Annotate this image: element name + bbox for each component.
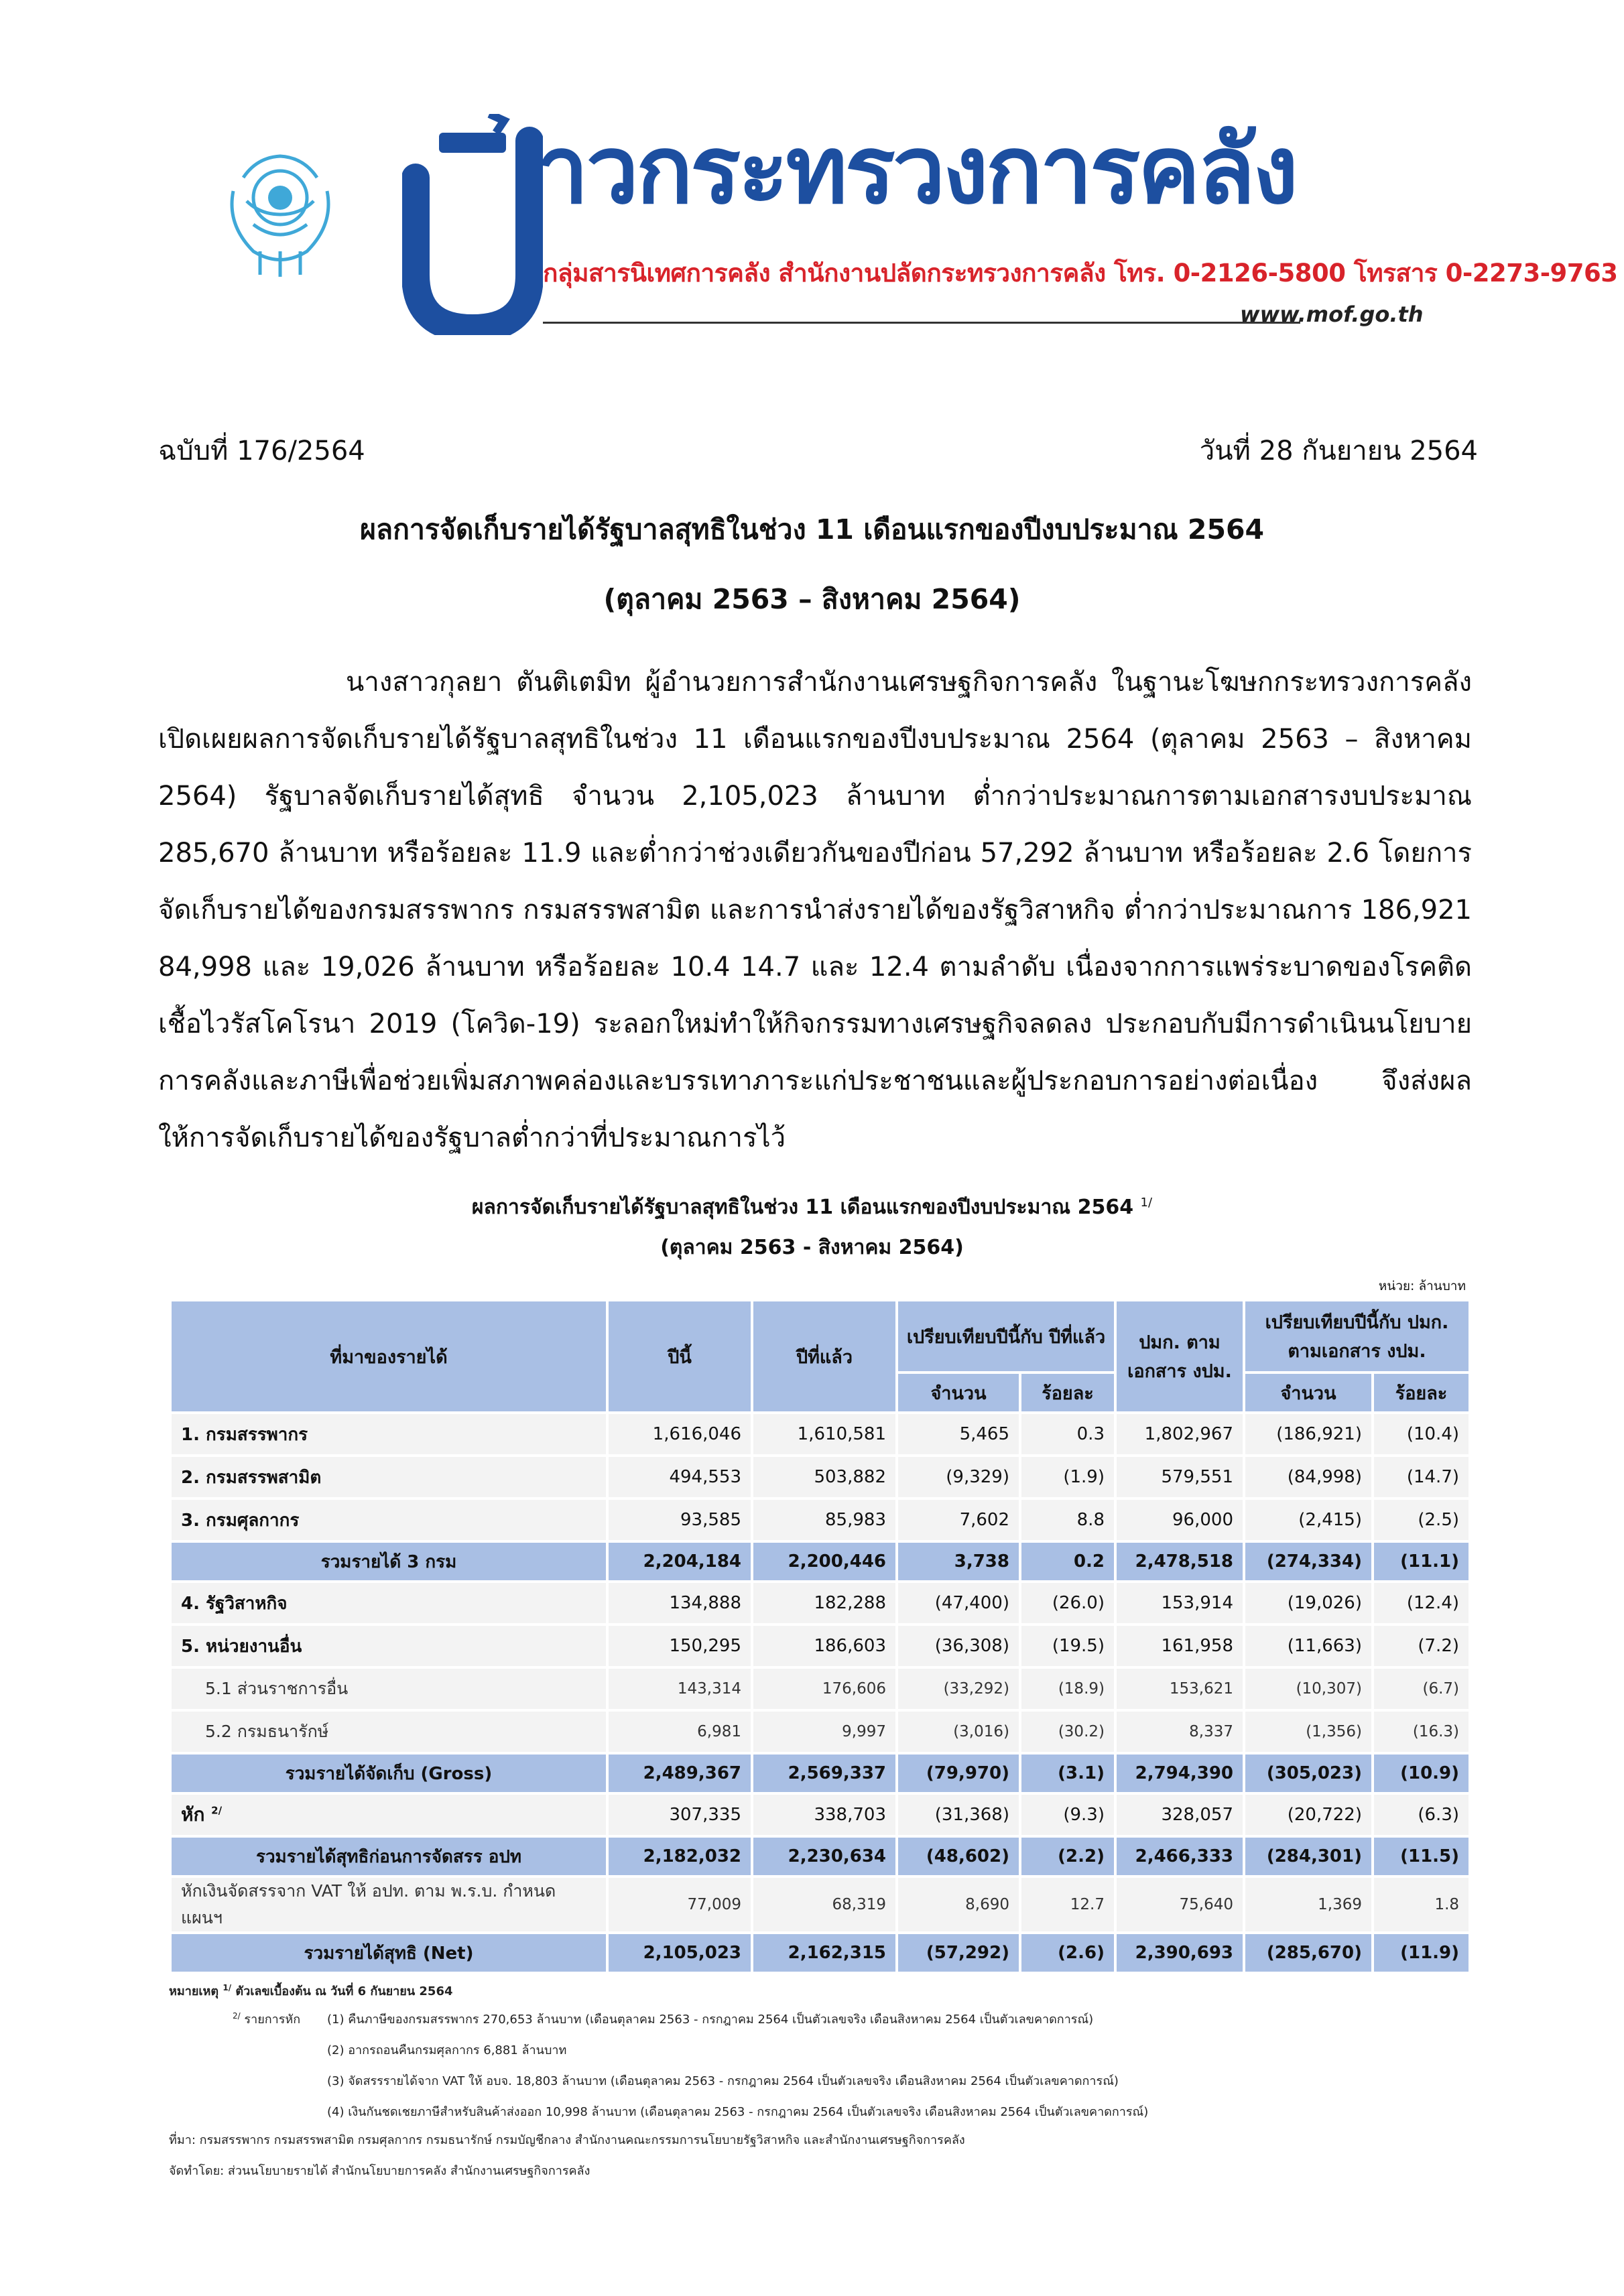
row-label (172, 1583, 606, 1623)
cell-diff-pct: (1.9) (1021, 1457, 1114, 1497)
row-label (172, 1457, 606, 1497)
cell-diff: (47,400) (898, 1583, 1019, 1623)
cell-estimate: 153,914 (1117, 1583, 1243, 1623)
row-label (172, 1414, 606, 1454)
table-unit: หน่วย: ล้านบาท (1378, 1279, 1466, 1293)
header-percent-2: ร้อยละ (1374, 1374, 1469, 1411)
cell-diff-pct: 0.3 (1021, 1414, 1114, 1454)
cell-last-year: 2,230,634 (753, 1838, 895, 1875)
header-percent: ร้อยละ (1021, 1374, 1114, 1411)
deduction-4: (4) เงินกันชดเชยภาษีสำหรับสินค้าส่งออก 10,998 ล้านบาท (เดือนตุลาคม 2563 - กรกฎาคม 2564 เป็นตัวเลขจริง เดือนสิงหาคม 2564 เป็นตัวเลขคาดการณ์) (327, 2105, 1149, 2119)
header-last-year: ปีที่แล้ว (753, 1301, 895, 1411)
issue-number: ฉบับที่ 176/2564 (158, 436, 365, 466)
cell-est-pct: (6.3) (1374, 1795, 1469, 1835)
cell-diff: 8,690 (898, 1878, 1019, 1931)
cell-diff: (33,292) (898, 1669, 1019, 1709)
cell-est-diff: (274,334) (1245, 1543, 1371, 1580)
row-label (172, 1500, 606, 1540)
table-row (172, 1878, 1469, 1931)
cell-estimate: 2,478,518 (1117, 1543, 1243, 1580)
cell-est-diff: (186,921) (1245, 1414, 1371, 1454)
table-row (172, 1795, 1469, 1835)
cell-diff: (3,016) (898, 1712, 1019, 1752)
row-label-text: 5. หน่วยงานอื่น (181, 1636, 302, 1657)
cell-estimate: 2,794,390 (1117, 1755, 1243, 1792)
note-1-text: ตัวเลขเบื้องต้น ณ วันที่ 6 กันยายน 2564 (235, 1984, 453, 1998)
row-label-text: 4. รัฐวิสาหกิจ (181, 1593, 288, 1614)
cell-estimate: 96,000 (1117, 1500, 1243, 1540)
cell-diff: (79,970) (898, 1755, 1019, 1792)
cell-diff-pct: (3.1) (1021, 1755, 1114, 1792)
issue-date: วันที่ 28 กันยายน 2564 (1199, 436, 1478, 466)
row-label-text: หักเงินจัดสรรจาก VAT ให้ อปท. ตาม พ.ร.บ. กำหนดแผนฯ (181, 1881, 556, 1927)
cell-last-year: 186,603 (753, 1626, 895, 1666)
table-row (172, 1626, 1469, 1666)
cell-diff: 7,602 (898, 1500, 1019, 1540)
cell-diff-pct: (26.0) (1021, 1583, 1114, 1623)
cell-estimate: 8,337 (1117, 1712, 1243, 1752)
cell-diff: (57,292) (898, 1934, 1019, 1972)
masthead-title: าวกระทรวงการคลัง (536, 116, 1296, 225)
header-amount-2: จำนวน (1245, 1374, 1371, 1411)
cell-estimate: 161,958 (1117, 1626, 1243, 1666)
cell-est-diff: (305,023) (1245, 1755, 1371, 1792)
revenue-table (169, 1299, 1471, 1974)
row-label (172, 1795, 606, 1835)
note-2-label: รายการหัก (244, 2013, 301, 2027)
table-row (172, 1500, 1469, 1540)
row-label (172, 1755, 606, 1792)
cell-est-diff: (284,301) (1245, 1838, 1371, 1875)
table-title-text: ผลการจัดเก็บรายได้รัฐบาลสุทธิในช่วง 11 เดือนแรกของปีงบประมาณ 2564 (471, 1196, 1134, 1219)
cell-this-year: 143,314 (609, 1669, 751, 1709)
masthead-url[interactable]: www.mof.go.th (1240, 302, 1424, 327)
cell-estimate: 2,466,333 (1117, 1838, 1243, 1875)
cell-diff-pct: (18.9) (1021, 1669, 1114, 1709)
row-label (172, 1934, 606, 1972)
cell-est-diff: (1,356) (1245, 1712, 1371, 1752)
cell-diff-pct: (2.6) (1021, 1934, 1114, 1972)
document-subtitle: (ตุลาคม 2563 – สิงหาคม 2564) (603, 583, 1021, 615)
cell-this-year: 2,105,023 (609, 1934, 751, 1972)
cell-est-pct: (10.4) (1374, 1414, 1469, 1454)
cell-diff-pct: 0.2 (1021, 1543, 1114, 1580)
cell-est-diff: (10,307) (1245, 1669, 1371, 1709)
cell-last-year: 2,200,446 (753, 1543, 895, 1580)
cell-estimate: 2,390,693 (1117, 1934, 1243, 1972)
cell-diff-pct: (19.5) (1021, 1626, 1114, 1666)
cell-this-year: 1,616,046 (609, 1414, 751, 1454)
table-title-footnote-mark: 1/ (1140, 1196, 1153, 1210)
row-label-text: รวมรายได้สุทธิ (Net) (304, 1943, 474, 1964)
cell-est-pct: (11.5) (1374, 1838, 1469, 1875)
table-title (0, 1192, 1624, 1223)
row-label (172, 1838, 606, 1875)
header-compare-last-year: เปรียบเทียบปีนี้กับ ปีที่แล้ว (898, 1301, 1114, 1371)
cell-est-pct: (10.9) (1374, 1755, 1469, 1792)
note-2 (233, 2009, 300, 2029)
cell-diff: 5,465 (898, 1414, 1019, 1454)
cell-diff: (48,602) (898, 1838, 1019, 1875)
cell-this-year: 134,888 (609, 1583, 751, 1623)
row-label-text: 2. กรมสรรพสามิต (181, 1467, 322, 1488)
garuda-seal-icon (220, 151, 340, 278)
cell-est-pct: (6.7) (1374, 1669, 1469, 1709)
source-note: ที่มา: กรมสรรพากร กรมสรรพสามิต กรมศุลกากร กรมธนารักษ์ กรมบัญชีกลาง สำนักงานคณะกรรมการนโยบายรัฐวิสาหกิจ และสำนักงานเศรษฐกิจการคลัง (169, 2133, 965, 2147)
row-label (172, 1878, 606, 1931)
cell-last-year: 9,997 (753, 1712, 895, 1752)
cell-this-year: 2,182,032 (609, 1838, 751, 1875)
row-label-footnote-mark: 2/ (211, 1804, 223, 1817)
header-compare-estimate: เปรียบเทียบปีนี้กับ ปมก. ตามเอกสาร งปม. (1245, 1301, 1469, 1371)
table-row (172, 1712, 1469, 1752)
cell-diff-pct: (30.2) (1021, 1712, 1114, 1752)
cell-last-year: 182,288 (753, 1583, 895, 1623)
note-1-mark: 1/ (223, 1983, 232, 1992)
cell-est-pct: (12.4) (1374, 1583, 1469, 1623)
remark-label: หมายเหตุ (169, 1984, 219, 1998)
brand-mark-icon (402, 114, 543, 335)
table-row (172, 1414, 1469, 1454)
cell-this-year: 2,204,184 (609, 1543, 751, 1580)
cell-estimate: 1,802,967 (1117, 1414, 1243, 1454)
cell-last-year: 338,703 (753, 1795, 895, 1835)
cell-est-pct: (2.5) (1374, 1500, 1469, 1540)
header-estimate: ปมก. ตาม เอกสาร งปม. (1117, 1301, 1243, 1411)
deduction-2: (2) อากรถอนคืนกรมศุลกากร 6,881 ล้านบาท (327, 2043, 567, 2057)
cell-est-diff: (11,663) (1245, 1626, 1371, 1666)
cell-est-diff: 1,369 (1245, 1878, 1371, 1931)
row-label-text: 1. กรมสรรพากร (181, 1424, 308, 1445)
row-label-text: รวมรายได้สุทธิก่อนการจัดสรร อปท (255, 1846, 521, 1867)
cell-est-pct: (16.3) (1374, 1712, 1469, 1752)
cell-this-year: 150,295 (609, 1626, 751, 1666)
cell-last-year: 68,319 (753, 1878, 895, 1931)
header-amount: จำนวน (898, 1374, 1019, 1411)
cell-estimate: 579,551 (1117, 1457, 1243, 1497)
table-row (172, 1543, 1469, 1580)
cell-this-year: 77,009 (609, 1878, 751, 1931)
prepared-by-note: จัดทำโดย: ส่วนนโยบายรายได้ สำนักนโยบายการคลัง สำนักงานเศรษฐกิจการคลัง (169, 2164, 590, 2178)
row-label-text: หัก (181, 1803, 205, 1826)
note-1 (169, 1981, 453, 2000)
cell-last-year: 2,569,337 (753, 1755, 895, 1792)
cell-diff-pct: 12.7 (1021, 1878, 1114, 1931)
cell-this-year: 307,335 (609, 1795, 751, 1835)
cell-last-year: 503,882 (753, 1457, 895, 1497)
cell-est-pct: (11.1) (1374, 1543, 1469, 1580)
masthead-divider (543, 322, 1300, 324)
cell-diff: (31,368) (898, 1795, 1019, 1835)
document-title: ผลการจัดเก็บรายได้รัฐบาลสุทธิในช่วง 11 เดือนแรกของปีงบประมาณ 2564 (359, 513, 1265, 546)
cell-diff-pct: (2.2) (1021, 1838, 1114, 1875)
row-label (172, 1543, 606, 1580)
row-label (172, 1669, 606, 1709)
cell-diff: 3,738 (898, 1543, 1019, 1580)
table-row (172, 1934, 1469, 1972)
table-row (172, 1669, 1469, 1709)
cell-diff-pct: 8.8 (1021, 1500, 1114, 1540)
body-paragraph: นางสาวกุลยา ตันติเตมิท ผู้อำนวยการสำนักงานเศรษฐกิจการคลัง ในฐานะโฆษกกระทรวงการคลัง เปิดเผยผลการจัดเก็บรายได้รัฐบาลสุทธิในช่วง 11 เดือนแรกของปีงบประมาณ 2564 (ตุลาคม 2563 – สิงหาคม 2564) รัฐบาลจัดเก็บรายได้สุทธิ จำนวน 2,105,023 ล้านบาท ต่ำกว่าประมาณการตามเอกสารงบประมาณ 285,670 ล้านบาท หรือร้อยละ 11.9 และต่ำกว่าช่วงเดียวกันของปีก่อน 57,292 ล้านบาท หรือร้อยละ 2.6 โดยการจัดเก็บรายได้ของกรมสรรพากร กรมสรรพสามิต และการนำส่งรายได้ของรัฐวิสาหกิจ ต่ำกว่าประมาณการ 186,921 84,998 และ 19,026 ล้านบาท หรือร้อยละ 10.4 14.7 และ 12.4 ตามลำดับ เนื่องจากการแพร่ระบาดของโรคติดเชื้อไวรัสโคโรนา 2019 (โควิด-19) ระลอกใหม่ทำให้กิจกรรมทางเศรษฐกิจลดลง ประกอบกับมีการดำเนินนโยบายการคลังและภาษีเพื่อช่วยเพิ่มสภาพคล่องและบรรเทาภาระแก่ประชาชนและผู้ประกอบการอย่างต่อเนื่อง จึงส่งผลให้การจัดเก็บรายได้ของรัฐบาลต่ำกว่าที่ประมาณการไว้ (158, 667, 1472, 1153)
table-row (172, 1838, 1469, 1875)
cell-last-year: 1,610,581 (753, 1414, 895, 1454)
cell-estimate: 153,621 (1117, 1669, 1243, 1709)
deduction-3: (3) จัดสรรรายได้จาก VAT ให้ อบจ. 18,803 ล้านบาท (เดือนตุลาคม 2563 - กรกฎาคม 2564 เป็นตัวเลขจริง เดือนสิงหาคม 2564 เป็นตัวเลขคาดการณ์) (327, 2074, 1119, 2088)
note-2-mark: 2/ (233, 2011, 241, 2021)
cell-est-diff: (20,722) (1245, 1795, 1371, 1835)
cell-est-diff: (285,670) (1245, 1934, 1371, 1972)
cell-this-year: 6,981 (609, 1712, 751, 1752)
cell-diff-pct: (9.3) (1021, 1795, 1114, 1835)
cell-this-year: 93,585 (609, 1500, 751, 1540)
cell-est-pct: (7.2) (1374, 1626, 1469, 1666)
row-label-text: 3. กรมศุลกากร (181, 1510, 300, 1531)
table-row (172, 1457, 1469, 1497)
cell-last-year: 176,606 (753, 1669, 895, 1709)
deduction-1: (1) คืนภาษีของกรมสรรพากร 270,653 ล้านบาท (เดือนตุลาคม 2563 - กรกฎาคม 2564 เป็นตัวเลขจริง เดือนสิงหาคม 2564 เป็นตัวเลขคาดการณ์) (327, 2013, 1094, 2027)
cell-est-pct: (11.9) (1374, 1934, 1469, 1972)
header-source: ที่มาของรายได้ (172, 1301, 606, 1411)
row-label-text: 5.2 กรมธนารักษ์ (205, 1722, 329, 1741)
cell-last-year: 85,983 (753, 1500, 895, 1540)
row-label-text: รวมรายได้จัดเก็บ (Gross) (285, 1763, 493, 1784)
cell-est-pct: (14.7) (1374, 1457, 1469, 1497)
cell-this-year: 2,489,367 (609, 1755, 751, 1792)
row-label (172, 1626, 606, 1666)
table-subtitle: (ตุลาคม 2563 - สิงหาคม 2564) (660, 1236, 964, 1259)
cell-diff: (36,308) (898, 1626, 1019, 1666)
header-this-year: ปีนี้ (609, 1301, 751, 1411)
cell-last-year: 2,162,315 (753, 1934, 895, 1972)
cell-diff: (9,329) (898, 1457, 1019, 1497)
cell-est-diff: (19,026) (1245, 1583, 1371, 1623)
row-label-text: 5.1 ส่วนราชการอื่น (205, 1679, 349, 1698)
cell-this-year: 494,553 (609, 1457, 751, 1497)
cell-estimate: 75,640 (1117, 1878, 1243, 1931)
table-row (172, 1583, 1469, 1623)
cell-estimate: 328,057 (1117, 1795, 1243, 1835)
table-row (172, 1755, 1469, 1792)
letterhead (201, 101, 1618, 342)
row-label (172, 1712, 606, 1752)
masthead-contact: กลุ่มสารนิเทศการคลัง สำนักงานปลัดกระทรวงการคลัง โทร. 0-2126-5800 โทรสาร 0-2273-9763 (543, 259, 1618, 288)
cell-est-diff: (2,415) (1245, 1500, 1371, 1540)
cell-est-diff: (84,998) (1245, 1457, 1371, 1497)
cell-est-pct: 1.8 (1374, 1878, 1469, 1931)
row-label-text: รวมรายได้ 3 กรม (320, 1551, 457, 1572)
